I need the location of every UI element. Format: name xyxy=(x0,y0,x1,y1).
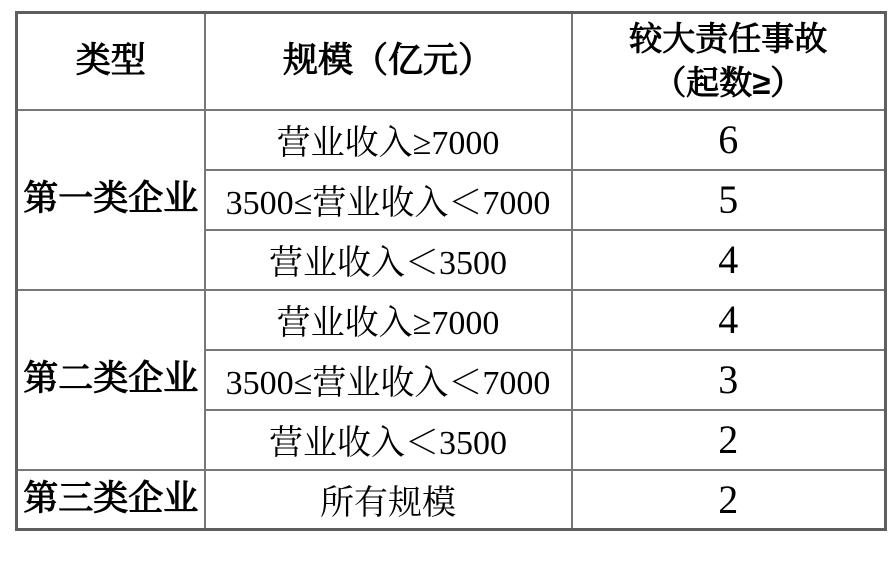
count-cell: 2 xyxy=(572,410,886,470)
scale-cell: 营业收入≥7000 xyxy=(205,110,572,170)
scale-cell: 3500≤营业收入＜7000 xyxy=(205,170,572,230)
table-row xyxy=(17,290,886,350)
scale-cell: 所有规模 xyxy=(205,470,572,530)
header-accidents-line1: 较大责任事故 xyxy=(629,20,828,58)
group-cell-class2: 第二类企业 xyxy=(17,290,205,470)
header-accidents-line2: （起数≥） xyxy=(653,64,804,102)
header-cell-scale: 规模（亿元） xyxy=(205,13,572,110)
header-cell-type: 类型 xyxy=(17,13,205,110)
scale-cell: 营业收入＜3500 xyxy=(205,230,572,290)
count-cell: 2 xyxy=(572,470,886,530)
table-row xyxy=(17,110,886,170)
group-cell-class1: 第一类企业 xyxy=(17,110,205,290)
table-row xyxy=(17,470,886,530)
scale-cell: 营业收入≥7000 xyxy=(205,290,572,350)
enterprise-accident-table xyxy=(15,11,887,531)
scale-cell: 营业收入＜3500 xyxy=(205,410,572,470)
count-cell: 4 xyxy=(572,230,886,290)
scale-cell: 3500≤营业收入＜7000 xyxy=(205,350,572,410)
table-header-row xyxy=(17,13,886,110)
count-cell: 5 xyxy=(572,170,886,230)
count-cell: 4 xyxy=(572,290,886,350)
group-cell-class3: 第三类企业 xyxy=(17,470,205,530)
header-cell-accidents xyxy=(572,13,886,110)
count-cell: 3 xyxy=(572,350,886,410)
count-cell: 6 xyxy=(572,110,886,170)
